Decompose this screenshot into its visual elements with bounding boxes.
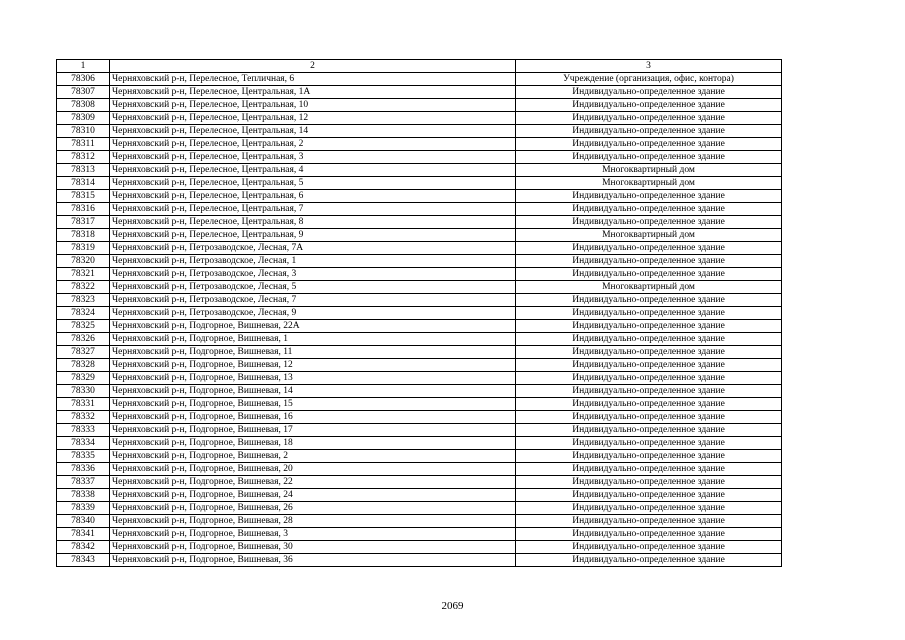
cell-number: 78338 (57, 489, 110, 502)
cell-building-type: Индивидуально-определенное здание (516, 502, 782, 515)
cell-address: Черняховский р-н, Петрозаводское, Лесная, 7А (110, 242, 516, 255)
cell-building-type: Индивидуально-определенное здание (516, 346, 782, 359)
cell-number: 78324 (57, 307, 110, 320)
table-row (57, 281, 782, 294)
cell-building-type: Индивидуально-определенное здание (516, 528, 782, 541)
cell-address: Черняховский р-н, Перелесное, Центральная, 2 (110, 138, 516, 151)
cell-building-type: Индивидуально-определенное здание (516, 125, 782, 138)
cell-number: 78331 (57, 398, 110, 411)
cell-address: Черняховский р-н, Перелесное, Центральная, 10 (110, 99, 516, 112)
cell-number: 78342 (57, 541, 110, 554)
cell-address: Черняховский р-н, Перелесное, Центральная, 8 (110, 216, 516, 229)
cell-address: Черняховский р-н, Подгорное, Вишневая, 12 (110, 359, 516, 372)
cell-building-type: Индивидуально-определенное здание (516, 203, 782, 216)
cell-number: 78321 (57, 268, 110, 281)
cell-address: Черняховский р-н, Перелесное, Тепличная, 6 (110, 73, 516, 86)
cell-number: 78309 (57, 112, 110, 125)
table-row (57, 463, 782, 476)
cell-number: 78340 (57, 515, 110, 528)
table-row (57, 489, 782, 502)
table-row (57, 424, 782, 437)
cell-building-type: Индивидуально-определенное здание (516, 554, 782, 567)
cell-number: 78329 (57, 372, 110, 385)
table-row (57, 255, 782, 268)
cell-building-type: Индивидуально-определенное здание (516, 359, 782, 372)
cell-number: 78326 (57, 333, 110, 346)
cell-address: Черняховский р-н, Перелесное, Центральная, 14 (110, 125, 516, 138)
cell-number: 78334 (57, 437, 110, 450)
table-row (57, 502, 782, 515)
cell-number: 78308 (57, 99, 110, 112)
cell-building-type: Индивидуально-определенное здание (516, 242, 782, 255)
cell-address: Черняховский р-н, Перелесное, Центральная, 4 (110, 164, 516, 177)
cell-address: Черняховский р-н, Перелесное, Центральная, 6 (110, 190, 516, 203)
cell-number: 78336 (57, 463, 110, 476)
cell-number: 78318 (57, 229, 110, 242)
cell-address: Черняховский р-н, Петрозаводское, Лесная, 7 (110, 294, 516, 307)
table-body (57, 73, 782, 567)
cell-address: Черняховский р-н, Подгорное, Вишневая, 15 (110, 398, 516, 411)
column-header-address: 2 (110, 60, 516, 73)
cell-address: Черняховский р-н, Подгорное, Вишневая, 30 (110, 541, 516, 554)
cell-number: 78343 (57, 554, 110, 567)
cell-number: 78335 (57, 450, 110, 463)
table-row (57, 138, 782, 151)
table-row (57, 164, 782, 177)
table-row (57, 307, 782, 320)
cell-address: Черняховский р-н, Подгорное, Вишневая, 36 (110, 554, 516, 567)
cell-address: Черняховский р-н, Перелесное, Центральная, 1А (110, 86, 516, 99)
cell-building-type: Индивидуально-определенное здание (516, 255, 782, 268)
cell-building-type: Индивидуально-определенное здание (516, 307, 782, 320)
cell-address: Черняховский р-н, Подгорное, Вишневая, 1 (110, 333, 516, 346)
cell-address: Черняховский р-н, Подгорное, Вишневая, 22 (110, 476, 516, 489)
cell-address: Черняховский р-н, Перелесное, Центральная, 5 (110, 177, 516, 190)
cell-address: Черняховский р-н, Подгорное, Вишневая, 28 (110, 515, 516, 528)
table-row (57, 125, 782, 138)
table-row (57, 359, 782, 372)
cell-address: Черняховский р-н, Подгорное, Вишневая, 17 (110, 424, 516, 437)
cell-number: 78341 (57, 528, 110, 541)
cell-building-type: Индивидуально-определенное здание (516, 515, 782, 528)
cell-building-type: Индивидуально-определенное здание (516, 437, 782, 450)
cell-number: 78339 (57, 502, 110, 515)
cell-building-type: Индивидуально-определенное здание (516, 294, 782, 307)
table-row (57, 99, 782, 112)
table-row (57, 398, 782, 411)
cell-number: 78316 (57, 203, 110, 216)
cell-number: 78312 (57, 151, 110, 164)
cell-building-type: Учреждение (организация, офис, контора) (516, 73, 782, 86)
cell-address: Черняховский р-н, Подгорное, Вишневая, 24 (110, 489, 516, 502)
table-row (57, 450, 782, 463)
cell-building-type: Индивидуально-определенное здание (516, 151, 782, 164)
cell-number: 78322 (57, 281, 110, 294)
table-row (57, 515, 782, 528)
table-row (57, 372, 782, 385)
table-row (57, 112, 782, 125)
page-number: 2069 (441, 600, 464, 612)
registry-table (56, 59, 782, 567)
table-row (57, 385, 782, 398)
table-row (57, 294, 782, 307)
table-row (57, 554, 782, 567)
cell-building-type: Индивидуально-определенное здание (516, 333, 782, 346)
cell-number: 78320 (57, 255, 110, 268)
cell-address: Черняховский р-н, Подгорное, Вишневая, 3 (110, 528, 516, 541)
cell-number: 78307 (57, 86, 110, 99)
cell-number: 78313 (57, 164, 110, 177)
cell-number: 78323 (57, 294, 110, 307)
cell-address: Черняховский р-н, Петрозаводское, Лесная, 9 (110, 307, 516, 320)
cell-address: Черняховский р-н, Подгорное, Вишневая, 18 (110, 437, 516, 450)
cell-address: Черняховский р-н, Подгорное, Вишневая, 22А (110, 320, 516, 333)
cell-building-type: Индивидуально-определенное здание (516, 112, 782, 125)
cell-building-type: Индивидуально-определенное здание (516, 190, 782, 203)
cell-number: 78310 (57, 125, 110, 138)
cell-building-type: Индивидуально-определенное здание (516, 424, 782, 437)
table-header-row (57, 60, 782, 73)
cell-address: Черняховский р-н, Петрозаводское, Лесная, 1 (110, 255, 516, 268)
table-row (57, 437, 782, 450)
cell-building-type: Индивидуально-определенное здание (516, 268, 782, 281)
cell-building-type: Индивидуально-определенное здание (516, 463, 782, 476)
table-row (57, 242, 782, 255)
cell-number: 78328 (57, 359, 110, 372)
cell-number: 78327 (57, 346, 110, 359)
column-header-type: 3 (516, 60, 782, 73)
table-row (57, 476, 782, 489)
cell-address: Черняховский р-н, Подгорное, Вишневая, 2 (110, 450, 516, 463)
cell-address: Черняховский р-н, Перелесное, Центральная, 9 (110, 229, 516, 242)
cell-building-type: Индивидуально-определенное здание (516, 99, 782, 112)
cell-building-type: Многоквартирный дом (516, 177, 782, 190)
table-row (57, 86, 782, 99)
cell-building-type: Индивидуально-определенное здание (516, 541, 782, 554)
cell-address: Черняховский р-н, Подгорное, Вишневая, 26 (110, 502, 516, 515)
table-row (57, 528, 782, 541)
cell-building-type: Многоквартирный дом (516, 229, 782, 242)
table-row (57, 177, 782, 190)
cell-address: Черняховский р-н, Петрозаводское, Лесная, 3 (110, 268, 516, 281)
cell-address: Черняховский р-н, Подгорное, Вишневая, 11 (110, 346, 516, 359)
table-row (57, 151, 782, 164)
table-row (57, 73, 782, 86)
cell-building-type: Многоквартирный дом (516, 164, 782, 177)
cell-address: Черняховский р-н, Петрозаводское, Лесная, 5 (110, 281, 516, 294)
table-row (57, 268, 782, 281)
table-row (57, 216, 782, 229)
cell-number: 78306 (57, 73, 110, 86)
cell-building-type: Индивидуально-определенное здание (516, 372, 782, 385)
cell-address: Черняховский р-н, Перелесное, Центральная, 3 (110, 151, 516, 164)
cell-number: 78337 (57, 476, 110, 489)
cell-address: Черняховский р-н, Подгорное, Вишневая, 13 (110, 372, 516, 385)
cell-number: 78315 (57, 190, 110, 203)
cell-number: 78314 (57, 177, 110, 190)
table-row (57, 411, 782, 424)
table-row (57, 541, 782, 554)
cell-number: 78319 (57, 242, 110, 255)
cell-building-type: Индивидуально-определенное здание (516, 385, 782, 398)
cell-building-type: Индивидуально-определенное здание (516, 450, 782, 463)
cell-building-type: Индивидуально-определенное здание (516, 489, 782, 502)
cell-building-type: Индивидуально-определенное здание (516, 138, 782, 151)
cell-address: Черняховский р-н, Перелесное, Центральная, 7 (110, 203, 516, 216)
table-row (57, 346, 782, 359)
cell-building-type: Индивидуально-определенное здание (516, 476, 782, 489)
cell-number: 78330 (57, 385, 110, 398)
table-row (57, 229, 782, 242)
cell-address: Черняховский р-н, Подгорное, Вишневая, 14 (110, 385, 516, 398)
cell-building-type: Многоквартирный дом (516, 281, 782, 294)
cell-building-type: Индивидуально-определенное здание (516, 411, 782, 424)
cell-building-type: Индивидуально-определенное здание (516, 86, 782, 99)
column-header-number: 1 (57, 60, 110, 73)
cell-number: 78325 (57, 320, 110, 333)
cell-building-type: Индивидуально-определенное здание (516, 398, 782, 411)
cell-number: 78311 (57, 138, 110, 151)
table-row (57, 203, 782, 216)
cell-address: Черняховский р-н, Подгорное, Вишневая, 16 (110, 411, 516, 424)
cell-building-type: Индивидуально-определенное здание (516, 320, 782, 333)
cell-address: Черняховский р-н, Перелесное, Центральная, 12 (110, 112, 516, 125)
cell-address: Черняховский р-н, Подгорное, Вишневая, 20 (110, 463, 516, 476)
table-row (57, 320, 782, 333)
cell-number: 78317 (57, 216, 110, 229)
cell-number: 78332 (57, 411, 110, 424)
table-row (57, 190, 782, 203)
table-row (57, 333, 782, 346)
cell-number: 78333 (57, 424, 110, 437)
cell-building-type: Индивидуально-определенное здание (516, 216, 782, 229)
